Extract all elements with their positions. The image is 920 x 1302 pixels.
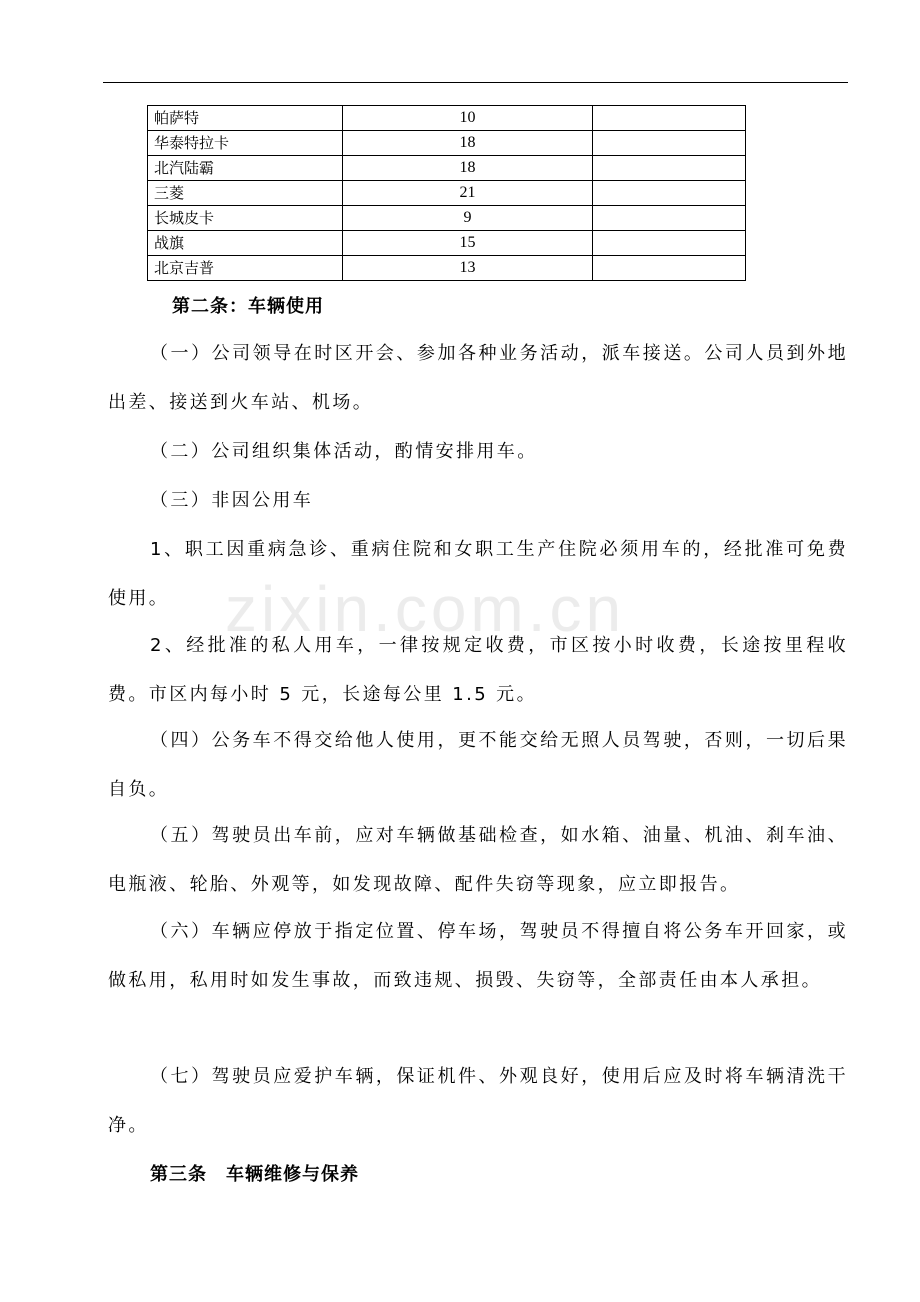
vehicle-note-cell — [593, 231, 746, 256]
vehicle-model-cell: 长城皮卡 — [148, 206, 343, 231]
vehicle-note-cell — [593, 256, 746, 281]
vehicle-note-cell — [593, 156, 746, 181]
table-row — [148, 106, 746, 131]
vehicle-quantity-cell: 9 — [343, 206, 593, 231]
paragraph-9: （七）驾驶员应爱护车辆，保证机件、外观良好，使用后应及时将车辆清洗干净。 — [108, 1066, 848, 1136]
watermark: zixin.com.cn — [225, 573, 626, 645]
table-row — [148, 156, 746, 181]
vehicle-note-cell — [593, 131, 746, 156]
table-row — [148, 256, 746, 281]
vehicle-quantity-cell: 10 — [343, 106, 593, 131]
vehicle-quantity-cell: 13 — [343, 256, 593, 281]
paragraph-7: （五）驾驶员出车前，应对车辆做基础检查，如水箱、油量、机油、刹车油、电瓶液、轮胎、外观等，如发现故障、配件失窃等现象，应立即报告。 — [108, 825, 848, 895]
section-2-heading: 第二条：车辆使用 — [172, 296, 324, 317]
vehicle-model-cell: 三菱 — [148, 181, 343, 206]
vehicle-quantity-cell: 21 — [343, 181, 593, 206]
vehicle-table — [147, 105, 746, 281]
paragraph-8: （六）车辆应停放于指定位置、停车场，驾驶员不得擅自将公务车开回家，或做私用，私用时如发生事故，而致违规、损毁、失窃等，全部责任由本人承担。 — [108, 921, 848, 991]
vehicle-quantity-cell: 18 — [343, 156, 593, 181]
header-rule — [103, 82, 848, 83]
vehicle-model-cell: 帕萨特 — [148, 106, 343, 131]
paragraph-2: （二）公司组织集体活动，酌情安排用车。 — [150, 441, 538, 462]
table-row — [148, 206, 746, 231]
vehicle-model-cell: 北京吉普 — [148, 256, 343, 281]
vehicle-model-cell: 战旗 — [148, 231, 343, 256]
vehicle-model-cell: 北汽陆霸 — [148, 156, 343, 181]
table-row — [148, 231, 746, 256]
paragraph-6: （四）公务车不得交给他人使用，更不能交给无照人员驾驶，否则，一切后果自负。 — [108, 730, 848, 800]
paragraph-1: （一）公司领导在时区开会、参加各种业务活动，派车接送。公司人员到外地出差、接送到火车站、机场。 — [108, 343, 848, 413]
vehicle-quantity-cell: 18 — [343, 131, 593, 156]
vehicle-note-cell — [593, 181, 746, 206]
vehicle-note-cell — [593, 106, 746, 131]
vehicle-note-cell — [593, 206, 746, 231]
section-3-heading: 第三条 车辆维修与保养 — [150, 1164, 359, 1185]
paragraph-3: （三）非因公用车 — [150, 490, 314, 511]
table-row — [148, 131, 746, 156]
paragraph-5: 2、经批准的私人用车，一律按规定收费，市区按小时收费，长途按里程收费。市区内每小时 5 元，长途每公里 1.5 元。 — [108, 635, 848, 705]
paragraph-4: 1、职工因重病急诊、重病住院和女职工生产住院必须用车的，经批准可免费使用。 — [108, 539, 848, 609]
table-row — [148, 181, 746, 206]
vehicle-quantity-cell: 15 — [343, 231, 593, 256]
vehicle-model-cell: 华泰特拉卡 — [148, 131, 343, 156]
